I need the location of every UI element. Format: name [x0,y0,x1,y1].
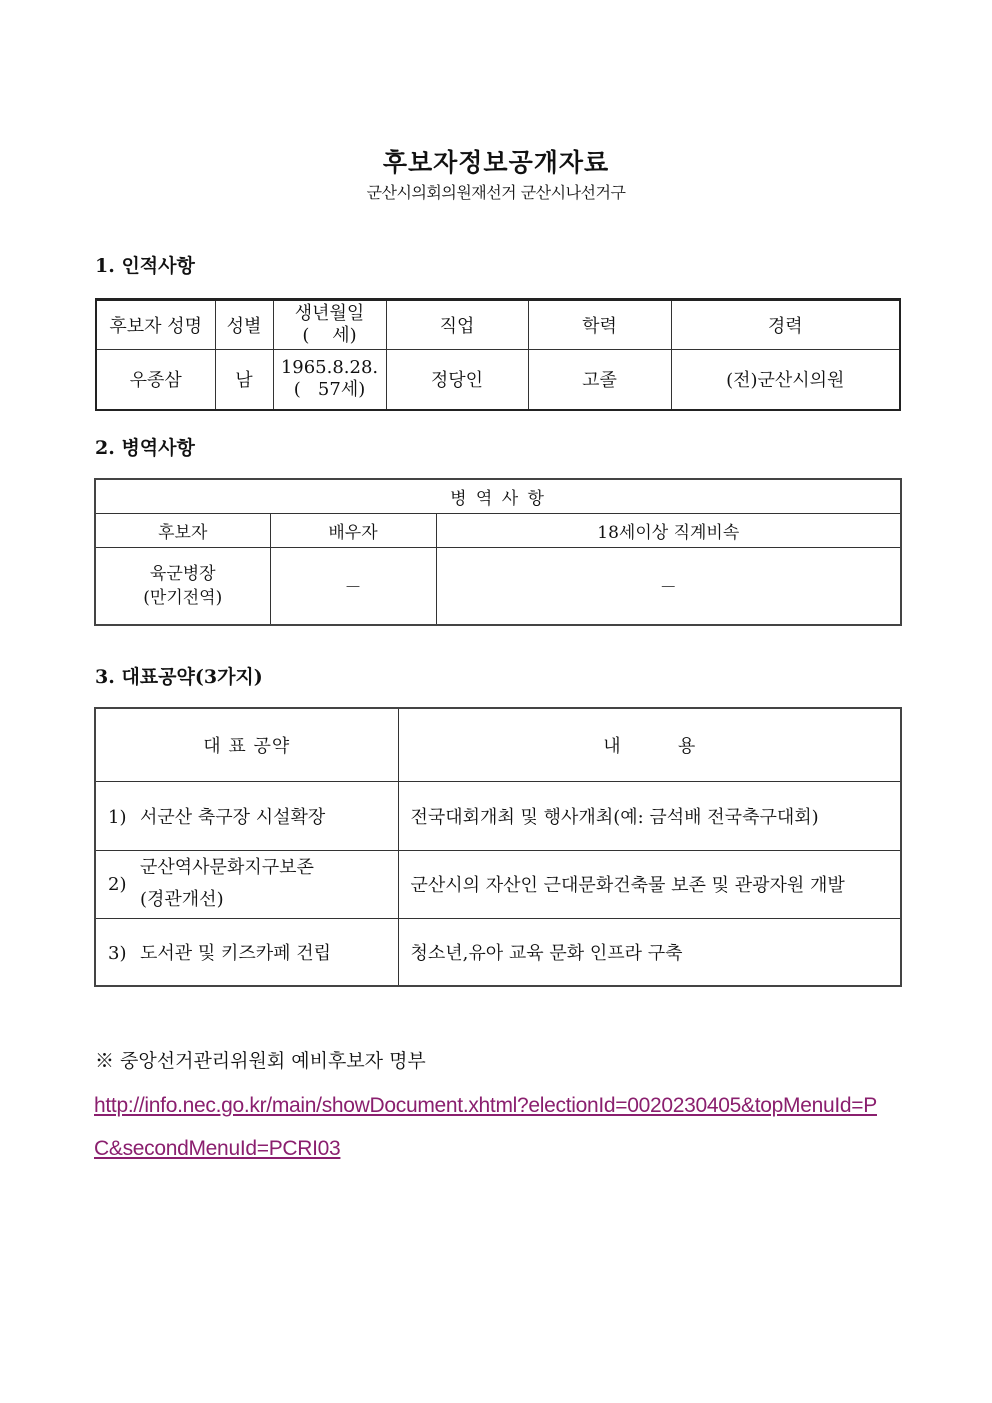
pledge-1-title: 서군산 축구장 시설확장 [140,806,326,828]
header-birth [273,300,386,350]
header-career: 경력 [671,300,900,350]
pledge-3-title: 도서관 및 키즈카페 건립 [140,942,332,964]
pledge-2-number: 2) [108,873,127,895]
header-education: 학력 [528,300,671,350]
candidate-birth [273,350,386,410]
pledge-2-content: 군산시의 자산인 근대문화건축물 보존 및 관광자원 개발 [398,850,901,918]
candidate-birth-date: 1965.8.28. [280,357,379,379]
candidate-military-rank: 육군병장 [149,563,216,584]
pledge-2 [95,850,398,918]
document-title: 후보자정보공개자료 [382,148,610,177]
candidate-gender: 남 [215,350,273,410]
header-birth-label: 생년월일 [294,303,365,324]
document-subtitle: 군산시의회의원재선거 군산시나선거구 [366,183,626,202]
personal-info-table [95,298,901,411]
header-job: 직업 [386,300,528,350]
header-content: 내 용 [398,708,901,781]
source-note: ※ 중앙선거관리위원회 예비후보자 명부 [95,1050,426,1072]
pledge-3-content: 청소년,유아 교육 문화 인프라 구축 [398,918,901,986]
military-table [94,478,902,626]
header-birth-age: ( 세) [302,325,357,346]
pledge-3-number: 3) [108,942,127,964]
pledge-1-content: 전국대회개최 및 행사개최(예: 금석배 전국축구대회) [398,781,901,850]
header-name: 후보자 성명 [96,300,215,350]
pledge-3 [95,918,398,986]
header-pledge: 대 표 공약 [95,708,398,781]
section-heading-military: 2. 병역사항 [95,437,195,459]
spouse-military: － [270,547,436,625]
pledge-2-title: 군산역사문화지구보존 [140,857,314,878]
header-lineal: 18세이상 직계비속 [436,513,901,547]
lineal-military: － [436,547,901,625]
candidate-name: 우종삼 [96,350,215,410]
pledge-1 [95,781,398,850]
pledge-2-subtitle: (경관개선) [140,889,224,910]
header-spouse: 배우자 [270,513,436,547]
source-link-line2[interactable]: C&secondMenuId=PCRI03 [94,1137,341,1160]
candidate-age: ( 57세) [293,379,366,401]
section-heading-pledges: 3. 대표공약(3가지) [95,666,263,688]
section-heading-personal: 1. 인적사항 [95,255,195,277]
pledge-1-number: 1) [108,806,127,828]
candidate-military [95,547,270,625]
candidate-career: (전)군산시의원 [671,350,900,410]
header-candidate: 후보자 [95,513,270,547]
candidate-education: 고졸 [528,350,671,410]
candidate-military-discharge: (만기전역) [143,587,223,608]
source-link-line1[interactable]: http://info.nec.go.kr/main/showDocument.xhtml?electionId=0020230405&topMenuId=P [94,1094,877,1117]
header-gender: 성별 [215,300,273,350]
pledges-table [94,707,902,987]
candidate-job: 정당인 [386,350,528,410]
military-table-title: 병 역 사 항 [95,479,901,513]
